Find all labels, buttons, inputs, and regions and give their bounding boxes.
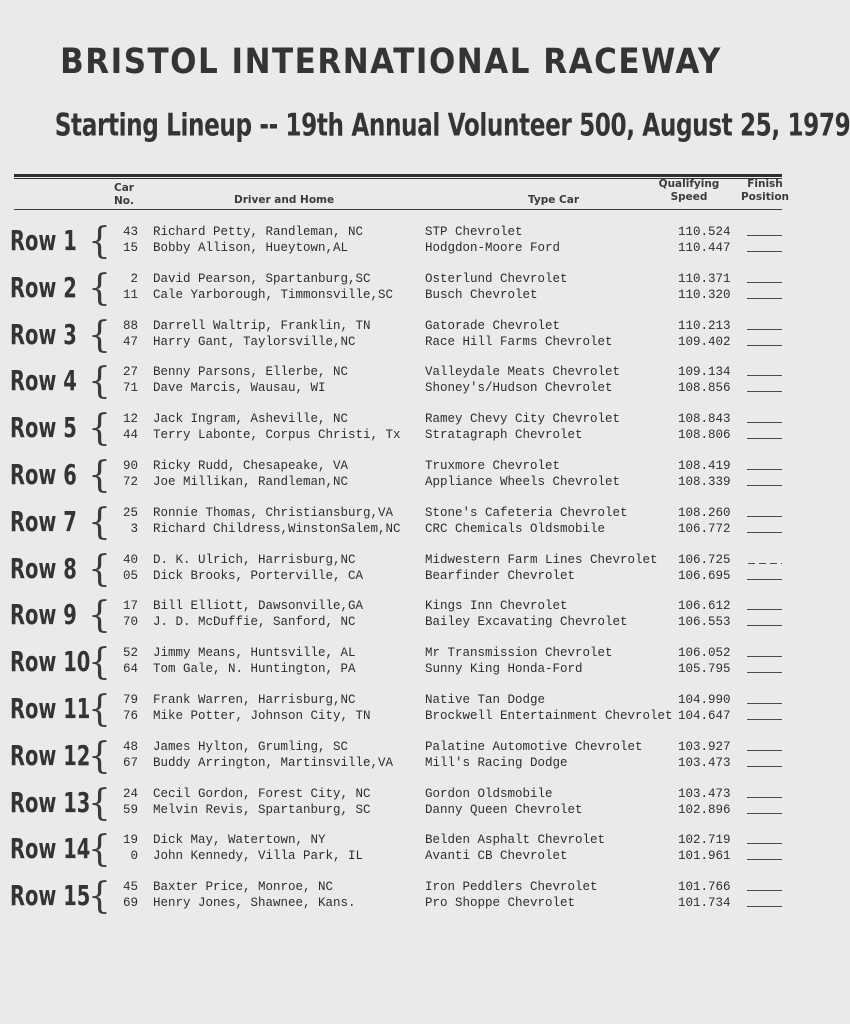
driver-and-home: Terry Labonte, Corpus Christi, Tx — [153, 428, 401, 443]
type-car: Sunny King Honda-Ford — [425, 662, 583, 677]
finish-position-blank — [747, 235, 782, 236]
qualifying-speed: 103.473 — [678, 786, 731, 801]
table-row — [0, 736, 782, 782]
type-car: Kings Inn Chevrolet — [425, 599, 568, 614]
finish-position-blank — [747, 438, 782, 439]
finish-position-blank — [747, 703, 782, 704]
header-finish-position — [740, 178, 790, 204]
type-car: Pro Shoppe Chevrolet — [425, 896, 576, 911]
driver-and-home: Jack Ingram, Asheville, NC — [153, 412, 349, 427]
qualifying-speed: 106.052 — [678, 646, 731, 661]
driver-and-home: David Pearson, Spartanburg,SC — [153, 271, 371, 286]
qualifying-speed: 106.725 — [678, 552, 731, 567]
qualifying-speed: 109.134 — [678, 365, 731, 380]
finish-position-blank — [747, 843, 782, 844]
row-label: Row 9 — [10, 598, 77, 631]
qualifying-speed: 110.447 — [678, 241, 731, 255]
finish-position-blank — [747, 516, 782, 517]
qualifying-speed: 105.795 — [678, 662, 731, 677]
qualifying-speed: 110.320 — [678, 287, 731, 302]
qualifying-speed: 110.371 — [678, 271, 731, 286]
finish-position-blank — [747, 797, 782, 798]
header-car-no-line2: No. — [114, 195, 134, 207]
finish-position-blank — [747, 609, 782, 610]
finish-position-blank — [747, 375, 782, 376]
type-car: Race Hill Farms Chevrolet — [425, 334, 613, 349]
table-row — [0, 268, 782, 314]
brace-icon: { — [88, 689, 111, 730]
row-label: Row 13 — [10, 786, 91, 819]
qualifying-speed: 106.612 — [678, 599, 731, 614]
type-car: Danny Queen Chevrolet — [425, 802, 583, 817]
car-number: 71 — [122, 381, 138, 396]
car-number: 69 — [122, 896, 138, 911]
type-car: Mill's Racing Dodge — [425, 755, 568, 770]
brace-icon: { — [88, 455, 111, 496]
type-car: Valleydale Meats Chevrolet — [425, 365, 621, 380]
header-driver: Driver and Home — [234, 194, 335, 206]
header-qualifying-line2: Speed — [670, 191, 708, 203]
row-label: Row 1 — [10, 224, 77, 257]
qualifying-speed: 108.419 — [678, 459, 731, 473]
finish-position-blank — [747, 719, 782, 720]
table-row — [0, 455, 782, 501]
brace-icon: { — [88, 548, 111, 590]
table-row — [0, 408, 782, 454]
driver-and-home: Ronnie Thomas, Christiansburg,VA — [153, 505, 394, 520]
header-car-no — [111, 182, 137, 208]
driver-and-home: J. D. McDuffie, Sanford, NC — [153, 615, 356, 630]
driver-and-home: John Kennedy, Villa Park, IL — [153, 849, 364, 864]
driver-and-home: Frank Warren, Harrisburg,NC — [153, 693, 356, 707]
row-label: Row 2 — [10, 271, 77, 304]
brace-icon: { — [88, 735, 111, 777]
brace-icon: { — [88, 267, 111, 309]
car-number: 3 — [130, 521, 138, 536]
finish-position-blank — [747, 532, 782, 533]
driver-and-home: Darrell Waltrip, Franklin, TN — [153, 318, 371, 333]
qualifying-speed: 108.843 — [678, 412, 731, 427]
finish-position-blank — [747, 422, 782, 423]
driver-and-home: Bill Elliott, Dawsonville,GA — [153, 599, 364, 614]
type-car: Mr Transmission Chevrolet — [425, 646, 613, 661]
car-number: 76 — [122, 709, 138, 723]
type-car: Midwestern Farm Lines Chevrolet — [425, 552, 658, 567]
type-car: Gordon Oldsmobile — [425, 786, 553, 801]
row-label: Row 15 — [10, 879, 91, 912]
qualifying-speed: 101.961 — [678, 849, 731, 864]
driver-and-home: Jimmy Means, Huntsville, AL — [153, 646, 356, 661]
driver-and-home: Bobby Allison, Hueytown,AL — [153, 241, 349, 255]
finish-position-blank — [747, 282, 782, 283]
type-car: Native Tan Dodge — [425, 693, 546, 707]
driver-and-home: Buddy Arrington, Martinsville,VA — [153, 755, 394, 770]
finish-position-blank — [747, 625, 782, 626]
type-car: Iron Peddlers Chevrolet — [425, 880, 598, 895]
finish-position-blank — [747, 813, 782, 814]
finish-position-blank — [748, 563, 782, 564]
row-label: Row 12 — [10, 739, 91, 772]
finish-position-blank — [747, 672, 782, 673]
car-number: 45 — [122, 880, 138, 895]
driver-and-home: Tom Gale, N. Huntington, PA — [153, 662, 356, 677]
header-car-no-line1: Car — [114, 182, 134, 194]
type-car: Belden Asphalt Chevrolet — [425, 833, 606, 848]
header-type-car: Type Car — [528, 194, 580, 206]
qualifying-speed: 104.647 — [678, 709, 731, 723]
type-car: Avanti CB Chevrolet — [425, 849, 568, 864]
car-number: 79 — [122, 693, 138, 707]
qualifying-speed: 108.339 — [678, 475, 731, 489]
brace-icon: { — [88, 361, 111, 403]
type-car: Osterlund Chevrolet — [425, 271, 568, 286]
type-car: Palatine Automotive Chevrolet — [425, 739, 643, 754]
row-label: Row 5 — [10, 411, 77, 444]
car-number: 43 — [122, 225, 138, 239]
driver-and-home: Benny Parsons, Ellerbe, NC — [153, 365, 349, 380]
row-label: Row 6 — [10, 458, 77, 491]
finish-position-blank — [747, 890, 782, 891]
driver-and-home: Joe Millikan, Randleman,NC — [153, 475, 349, 489]
brace-icon: { — [88, 642, 111, 684]
table-row — [0, 549, 782, 595]
car-number: 40 — [122, 552, 138, 567]
table-row — [0, 783, 782, 829]
driver-and-home: Dick Brooks, Porterville, CA — [153, 568, 364, 583]
brace-icon: { — [88, 408, 111, 450]
car-number: 25 — [122, 505, 138, 520]
table-row — [0, 876, 782, 922]
finish-position-blank — [747, 579, 782, 580]
car-number: 90 — [122, 459, 138, 473]
qualifying-speed: 102.896 — [678, 802, 731, 817]
header-qualifying-line1: Qualifying — [658, 178, 720, 190]
finish-position-blank — [747, 469, 782, 470]
type-car: Hodgdon-Moore Ford — [425, 241, 561, 255]
finish-position-blank — [747, 656, 782, 657]
finish-position-blank — [747, 859, 782, 860]
type-car: Stone's Cafeteria Chevrolet — [425, 505, 628, 520]
car-number: 15 — [122, 241, 138, 255]
type-car: Bailey Excavating Chevrolet — [425, 615, 628, 630]
type-car: Appliance Wheels Chevrolet — [425, 475, 621, 489]
table-row — [0, 595, 782, 641]
document-subtitle: Starting Lineup -- 19th Annual Volunteer 500, August 25, 1979 — [54, 107, 850, 144]
qualifying-speed: 101.734 — [678, 896, 731, 911]
car-number: 70 — [122, 615, 138, 630]
header-finish-line2: Position — [740, 191, 790, 203]
brace-icon: { — [88, 314, 111, 356]
driver-and-home: Mike Potter, Johnson City, TN — [153, 709, 371, 723]
header-rule-bottom — [14, 209, 782, 210]
driver-and-home: Cecil Gordon, Forest City, NC — [153, 786, 371, 801]
brace-icon: { — [88, 501, 111, 543]
car-number: 59 — [122, 802, 138, 817]
qualifying-speed: 106.553 — [678, 615, 731, 630]
type-car: Busch Chevrolet — [425, 287, 538, 302]
driver-and-home: Harry Gant, Taylorsville,NC — [153, 334, 356, 349]
car-number: 72 — [122, 475, 138, 489]
driver-and-home: Melvin Revis, Spartanburg, SC — [153, 802, 371, 817]
driver-and-home: Baxter Price, Monroe, NC — [153, 880, 334, 895]
row-label: Row 3 — [10, 318, 77, 351]
qualifying-speed: 103.927 — [678, 739, 731, 754]
brace-icon: { — [88, 595, 111, 637]
car-number: 48 — [122, 739, 138, 754]
type-car: Brockwell Entertainment Chevrolet — [425, 709, 673, 723]
car-number: 64 — [122, 662, 138, 677]
qualifying-speed: 109.402 — [678, 334, 731, 349]
finish-position-blank — [747, 251, 782, 252]
car-number: 0 — [130, 849, 138, 864]
type-car: Bearfinder Chevrolet — [425, 568, 576, 583]
table-row — [0, 315, 782, 361]
qualifying-speed: 110.213 — [678, 318, 731, 333]
finish-position-blank — [747, 391, 782, 392]
qualifying-speed: 108.806 — [678, 428, 731, 443]
finish-position-blank — [747, 298, 782, 299]
car-number: 05 — [122, 568, 138, 583]
car-number: 12 — [122, 412, 138, 427]
row-label: Row 7 — [10, 505, 77, 538]
car-number: 24 — [122, 786, 138, 801]
finish-position-blank — [747, 906, 782, 907]
table-row — [0, 221, 782, 267]
table-row — [0, 642, 782, 688]
qualifying-speed: 108.260 — [678, 505, 731, 520]
header-finish-line1: Finish — [747, 178, 783, 190]
car-number: 2 — [130, 271, 138, 286]
brace-icon: { — [88, 876, 111, 918]
driver-and-home: Ricky Rudd, Chesapeake, VA — [153, 459, 349, 473]
brace-icon: { — [88, 829, 111, 871]
car-number: 52 — [122, 646, 138, 661]
driver-and-home: Richard Childress,WinstonSalem,NC — [153, 521, 401, 536]
row-label: Row 4 — [10, 364, 77, 397]
table-row — [0, 829, 782, 875]
type-car: Gatorade Chevrolet — [425, 318, 561, 333]
finish-position-blank — [747, 766, 782, 767]
type-car: CRC Chemicals Oldsmobile — [425, 521, 606, 536]
finish-position-blank — [747, 485, 782, 486]
table-row — [0, 361, 782, 407]
driver-and-home: Henry Jones, Shawnee, Kans. — [153, 896, 356, 911]
qualifying-speed: 108.856 — [678, 381, 731, 396]
car-number: 11 — [122, 287, 138, 302]
finish-position-blank — [747, 345, 782, 346]
qualifying-speed: 106.695 — [678, 568, 731, 583]
driver-and-home: Dick May, Watertown, NY — [153, 833, 326, 848]
finish-position-blank — [747, 329, 782, 330]
type-car: Ramey Chevy City Chevrolet — [425, 412, 621, 427]
row-label: Row 14 — [10, 832, 91, 865]
car-number: 88 — [122, 318, 138, 333]
brace-icon: { — [88, 221, 111, 262]
qualifying-speed: 106.772 — [678, 521, 731, 536]
header-qualifying-speed — [650, 178, 728, 204]
brace-icon: { — [88, 782, 111, 824]
row-label: Row 8 — [10, 552, 77, 585]
row-label: Row 11 — [10, 692, 91, 725]
table-row — [0, 689, 782, 735]
table-row — [0, 502, 782, 548]
car-number: 27 — [122, 365, 138, 380]
type-car: STP Chevrolet — [425, 225, 523, 239]
type-car: Truxmore Chevrolet — [425, 459, 561, 473]
type-car: Stratagraph Chevrolet — [425, 428, 583, 443]
finish-position-blank — [747, 750, 782, 751]
driver-and-home: Richard Petty, Randleman, NC — [153, 225, 364, 239]
qualifying-speed: 110.524 — [678, 225, 731, 239]
qualifying-speed: 104.990 — [678, 693, 731, 707]
driver-and-home: Cale Yarborough, Timmonsville,SC — [153, 287, 394, 302]
car-number: 67 — [122, 755, 138, 770]
car-number: 44 — [122, 428, 138, 443]
row-label: Row 10 — [10, 645, 91, 678]
type-car: Shoney's/Hudson Chevrolet — [425, 381, 613, 396]
driver-and-home: D. K. Ulrich, Harrisburg,NC — [153, 552, 356, 567]
driver-and-home: James Hylton, Grumling, SC — [153, 739, 349, 754]
qualifying-speed: 102.719 — [678, 833, 731, 848]
qualifying-speed: 101.766 — [678, 880, 731, 895]
driver-and-home: Dave Marcis, Wausau, WI — [153, 381, 326, 396]
header-rule-top — [14, 174, 782, 177]
qualifying-speed: 103.473 — [678, 755, 731, 770]
car-number: 47 — [122, 334, 138, 349]
car-number: 19 — [122, 833, 138, 848]
car-number: 17 — [122, 599, 138, 614]
document-title: BRISTOL INTERNATIONAL RACEWAY — [60, 41, 722, 83]
